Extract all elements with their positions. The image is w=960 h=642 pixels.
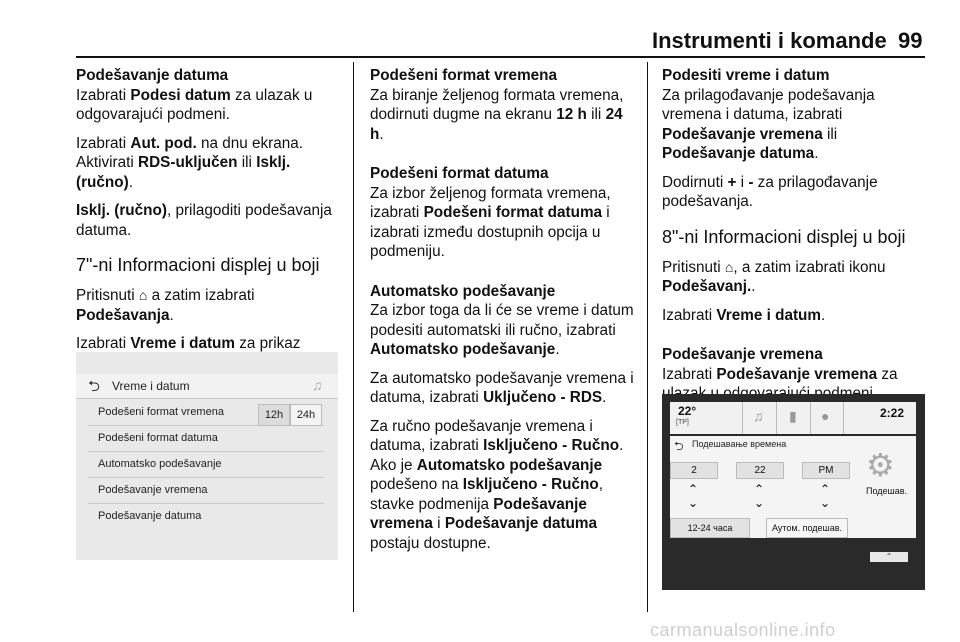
back-icon[interactable]: ⮌ <box>88 378 101 395</box>
paragraph: Izabrati Vreme i datum. <box>662 306 826 324</box>
paragraph: Izabrati Vreme i datum za prikaz <box>76 335 301 352</box>
ampm-up-button[interactable]: ⌃ <box>820 482 831 496</box>
status-cell-nav[interactable] <box>810 402 844 434</box>
clock-readout: 2:22 <box>880 406 905 420</box>
navigation-icon: ● <box>821 408 830 424</box>
screen2-title: Подешавање времена <box>692 439 787 449</box>
status-cell-phone[interactable] <box>776 402 809 434</box>
menu-item-date-format[interactable]: Podešeni format datuma <box>88 426 324 452</box>
temperature-readout: 22° <box>678 404 697 418</box>
phone-icon: ▮ <box>789 408 797 424</box>
running-header: Instrumenti i komande <box>652 28 887 53</box>
menu-item-time-format[interactable]: Podešeni format vremena 12h 24h <box>88 400 324 426</box>
settings-label[interactable]: Подешав. <box>866 486 908 496</box>
expand-handle[interactable]: ⌃ <box>870 552 908 562</box>
paragraph: Za izbor toga da li će se vreme i datum podesiti automatski ili ručno, izabrati Automatsko podešavanje. <box>370 302 634 358</box>
heading-set-time-date: Podesiti vreme i datum <box>662 67 830 84</box>
paragraph: Izabrati Podešavanje vremena za <box>662 365 898 383</box>
home-icon: ⌂ <box>724 258 734 275</box>
page-number: 99 <box>898 28 923 53</box>
music-note-icon: ♫ <box>753 408 764 424</box>
paragraph: Pritisnuti ⌂ a zatim izabrati Podešavanja. <box>76 287 255 324</box>
heading-7inch-display: 7"-ni Informacioni displej u boji <box>76 255 320 275</box>
button-24h[interactable]: 24h <box>290 404 322 426</box>
paragraph: Za biranje željenog formata vremena, dodirnuti dugme na ekranu 12 h ili 24 h. <box>370 86 624 143</box>
column-divider-1 <box>353 62 354 612</box>
button-12h[interactable]: 12h <box>258 404 290 426</box>
paragraph: Za automatsko podešavanje vremena i datuma, izabrati Uključeno - RDS. <box>370 369 634 406</box>
paragraph: Za prilagođavanje podešavanja vremena i datuma, izabrati Podešavanje vremena ili Podešavanje datuma. <box>662 86 875 162</box>
paragraph: Isklj. (ručno), prilagoditi podešavanja datuma. <box>76 202 332 239</box>
12-24-hour-button[interactable]: 12-24 часа <box>670 518 750 538</box>
column-1 <box>76 66 346 382</box>
auto-setting-button[interactable]: Аутом. подешав. <box>766 518 848 538</box>
paragraph: Za izbor željenog formata vremena, izabrati Podešeni format datuma i izabrati između dostupnih opcija u podmeniju. <box>370 184 611 260</box>
column-3 <box>662 66 924 413</box>
paragraph: Za ručno podešavanje vremena i datuma, izabrati Isključeno - Ručno. Ako je Automatsko podešavanje podešeno na Isključeno - Ručno, stavke podmenija Podešavanje vremena i Podešavanje datuma postaju dostupne. <box>370 417 624 552</box>
screen1-title: Vreme i datum <box>112 379 190 393</box>
menu-item-set-time[interactable]: Podešavanje vremena <box>88 478 324 504</box>
minute-value: 22 <box>736 462 784 479</box>
hour-up-button[interactable]: ⌃ <box>688 482 699 496</box>
heading-8inch-display: 8"-ni Informacioni displej u boji <box>662 226 906 247</box>
menu-item-auto-setting[interactable]: Automatsko podešavanje <box>88 452 324 478</box>
minute-up-button[interactable]: ⌃ <box>754 482 765 496</box>
minute-down-button[interactable]: ⌄ <box>754 496 765 510</box>
screen1-menu-list <box>88 400 324 529</box>
heading-time-setting: Podešavanje vremena <box>662 346 823 363</box>
back-icon[interactable]: ⮌ <box>674 439 684 453</box>
watermark: carmanualsonline.info <box>650 620 836 640</box>
tp-indicator: [TP] <box>676 419 689 426</box>
music-note-icon: ♫ <box>312 377 323 393</box>
heading-time-format: Podešeni format vremena <box>370 67 558 84</box>
status-cell-music[interactable] <box>742 402 775 434</box>
ampm-down-button[interactable]: ⌄ <box>820 496 831 510</box>
heading-auto-setting: Automatsko podešavanje <box>370 282 556 300</box>
ampm-value: PM <box>802 462 850 479</box>
home-icon: ⌂ <box>138 287 148 303</box>
header-rule <box>76 56 925 58</box>
paragraph: Izabrati Podesi datum za ulazak u odgovarajući podmeni. <box>76 86 313 123</box>
heading-date-setting: Podešavanje datuma <box>76 67 229 84</box>
paragraph: Pritisnuti ⌂, a zatim izabrati ikonu Podešavanj.. <box>662 258 886 295</box>
menu-item-set-date[interactable]: Podešavanje datuma <box>98 510 202 522</box>
column-2 <box>370 66 636 562</box>
hour-down-button[interactable]: ⌄ <box>688 496 699 510</box>
paragraph: Izabrati Aut. pod. na dnu ekrana. Aktivirati RDS-uključen ili Isklj. (ručno). <box>76 134 304 191</box>
column-divider-2 <box>647 62 648 612</box>
time-format-toggle <box>258 404 322 426</box>
heading-date-format: Podešeni format datuma <box>370 165 549 182</box>
hour-value: 2 <box>670 462 718 479</box>
settings-gear-icon[interactable]: ⚙ <box>866 447 895 483</box>
paragraph: Dodirnuti + i - za prilagođavanje podešavanja. <box>662 173 878 210</box>
